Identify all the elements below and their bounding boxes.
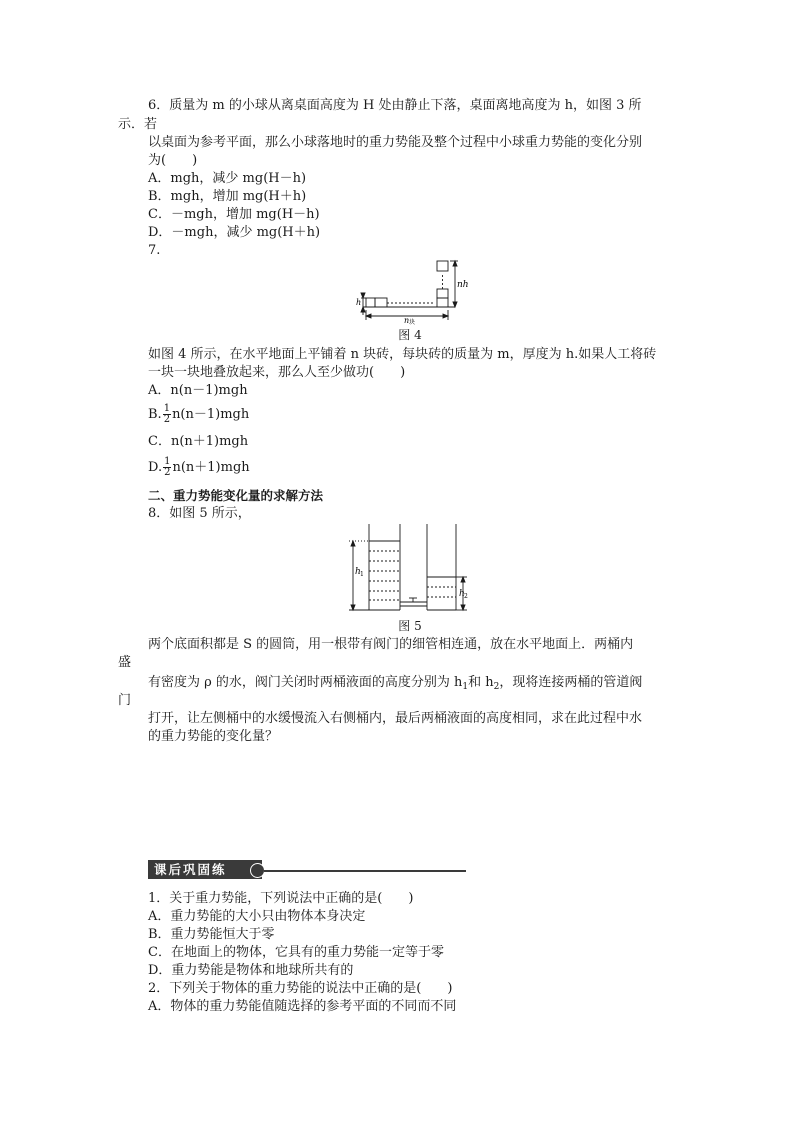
practice-q2-option-a: A．物体的重力势能值随选择的参考平面的不同而不同 (148, 999, 457, 1014)
practice-q1-option-b: B．重力势能恒大于零 (148, 927, 275, 942)
fig4-label-n-sub: 块 (409, 319, 416, 326)
q8-line1: 8．如图 5 所示， (148, 506, 251, 521)
q8-line3-part3: ，现将连接两桶的管道阀 (499, 675, 643, 690)
q6-line3: 为( ) (148, 153, 198, 168)
fig5-label-h2: h (459, 589, 465, 599)
subscript-1: 1 (462, 682, 469, 692)
fraction-numerator: 1 (163, 403, 171, 414)
q7-number: 7. (148, 243, 161, 258)
banner-rule (264, 870, 466, 872)
q8-line3-tail: 门 (118, 693, 132, 708)
q8-line2: 两个底面积都是 S 的圆筒，用一根带有阀门的细管相连通，放在水平地面上．两桶内 (148, 637, 634, 652)
practice-q1-option-a: A．重力势能的大小只由物体本身决定 (148, 909, 366, 924)
q7-option-b-expr: n(n－1)mgh (172, 407, 250, 422)
q6-line1: 6．质量为 m 的小球从离桌面高度为 H 处由静止下落，桌面离地高度为 h，如图 3 所 (148, 98, 642, 113)
fig5-label-h1: h (355, 567, 361, 577)
q7-option-d-prefix: D. (148, 460, 163, 475)
subscript-2: 2 (493, 682, 500, 692)
q7-line2: 一块一块地叠放起来，那么人至少做功( ) (148, 365, 406, 380)
q7-line1: 如图 4 所示，在水平地面上平铺着 n 块砖，每块砖的质量为 m，厚度为 h.如果人工将砖 (148, 347, 657, 362)
fraction-numerator: 1 (164, 456, 171, 467)
fraction-half (163, 457, 171, 478)
q7-option-b (148, 400, 249, 430)
banner-dot-icon (250, 863, 265, 878)
figure-4-caption: 图 4 (398, 328, 422, 342)
fraction-half (163, 404, 171, 425)
q6-option-b: B．mgh，增加 mg(H＋h) (148, 189, 307, 204)
q6-line2: 以桌面为参考平面，那么小球落地时的重力势能及整个过程中小球重力势能的变化分别 (148, 135, 643, 150)
banner-label: 课后巩固练 (148, 860, 262, 879)
q8-line3-part1: 有密度为 ρ 的水，阀门关闭时两桶液面的高度分别为 h (148, 675, 463, 690)
q6-line1-tail: 示．若 (118, 117, 158, 132)
fig5-label-h1-sub: 1 (360, 571, 364, 578)
q8-line5: 的重力势能的变化量？ (148, 729, 279, 744)
fig4-label-nh: nh (457, 280, 469, 290)
section-heading: 二、重力势能变化量的求解方法 (148, 488, 324, 503)
q6-option-d: D．－mgh，减少 mg(H＋h) (148, 225, 321, 240)
practice-q1: 1．关于重力势能，下列说法中正确的是( ) (148, 891, 414, 906)
practice-q2: 2．下列关于物体的重力势能的说法中正确的是( ) (148, 981, 453, 996)
figure-4-bricks (355, 255, 469, 326)
fraction-denominator: 2 (163, 414, 171, 425)
q6-option-c: C．－mgh，增加 mg(H－h) (148, 207, 320, 222)
figure-5-cylinders (345, 522, 475, 617)
q7-option-c: C．n(n＋1)mgh (148, 434, 249, 449)
q7-option-d-expr: n(n＋1)mgh (172, 460, 250, 475)
figure-5-caption: 图 5 (398, 619, 422, 633)
fraction-denominator: 2 (164, 467, 171, 478)
q7-option-a: A．n(n－1)mgh (148, 383, 248, 398)
fig4-label-h: h (356, 298, 362, 307)
q8-line3 (148, 674, 642, 696)
section-banner (148, 858, 466, 882)
fig5-label-h2-sub: 2 (464, 593, 468, 600)
q7-option-b-prefix: B. (148, 407, 162, 422)
practice-q1-option-c: C．在地面上的物体，它具有的重力势能一定等于零 (148, 945, 444, 960)
q8-line4: 打开，让左侧桶中的水缓慢流入右侧桶内，最后两桶液面的高度相同，求在此过程中水 (148, 711, 643, 726)
q6-option-a: A．mgh，减少 mg(H－h) (148, 171, 307, 186)
practice-q1-option-d: D．重力势能是物体和地球所共有的 (148, 963, 354, 978)
q7-option-d (148, 453, 250, 483)
q8-line2-tail: 盛 (118, 655, 132, 670)
q8-line3-part2: 和 h (468, 675, 494, 690)
fig4-label-n: n (404, 316, 410, 325)
